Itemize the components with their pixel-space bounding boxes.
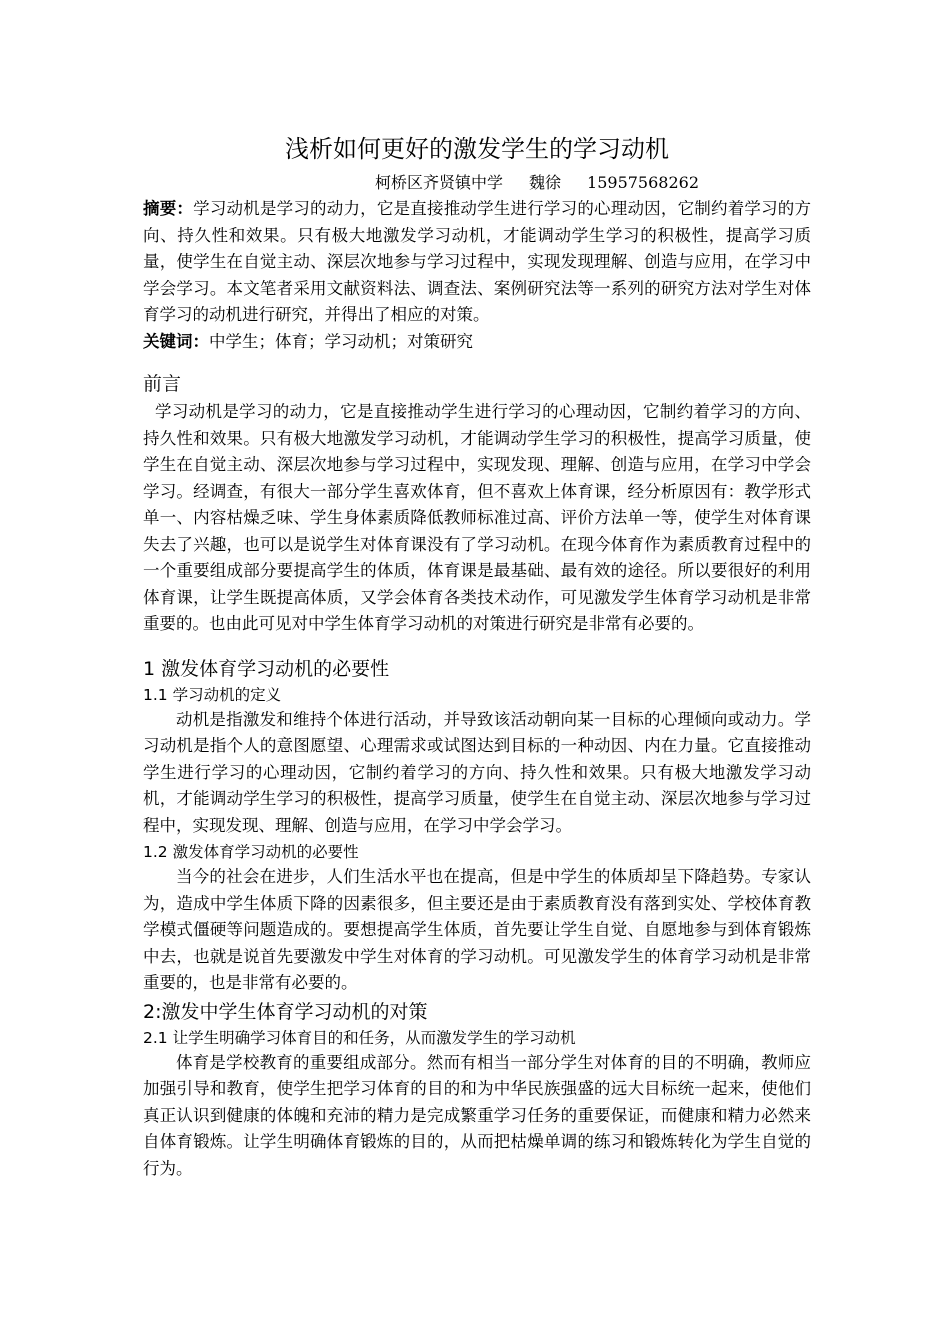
section1-2-text: 当今的社会在进步，人们生活水平也在提高，但是中学生的体质却呈下降趋势。专家认为，造成中学生体质下降的因素很多，但主要还是由于素质教育没有落到实处、学校体育教学模式僵硬等问题造成的。要想提高学生体质，首先要让学生自觉、自愿地参与到体育锻炼中去，也就是说首先要激发中学生对体育的学习动机。可见激发学生的体育学习动机是非常重要的，也是非常有必要的。 (143, 867, 811, 992)
preface-text: 学习动机是学习的动力，它是直接推动学生进行学习的心理动因，它制约着学习的方向、持久性和效果。只有极大地激发学习动机，才能调动学生学习的积极性，提高学习质量，使学生在自觉主动、深层次地参与学习过程中，实现发现、理解、创造与应用，在学习中学会学习。经调查，有很大一部分学生喜欢体育，但不喜欢上体育课，经分析原因有：教学形式单一、内容枯燥乏味、学生身体素质降低教师标准过高、评价方法单一等，使学生对体育课失去了兴趣，也可以是说学生对体育课没有了学习动机。在现今体育作为素质教育过程中的一个重要组成部分要提高学生的体质，体育课是最基础、最有效的途径。所以要很好的利用体育课，让学生既提高体质，又学会体育各类技术动作，可见激发学生体育学习动机是非常重要的。也由此可见对中学生体育学习动机的对策进行研究是非常有必要的。 (143, 402, 811, 633)
keywords-label: 关键词： (143, 331, 209, 351)
author-phone: 15957568262 (587, 173, 700, 192)
section1-heading: 1 激发体育学习动机的必要性 (143, 657, 390, 680)
abstract (143, 196, 811, 329)
keywords-text: 中学生；体育；学习动机；对策研究 (209, 331, 473, 351)
document-page (143, 130, 811, 1182)
section1-1-heading: 1.1 学习动机的定义 (143, 685, 282, 704)
keywords (143, 329, 811, 356)
document-title: 浅析如何更好的激发学生的学习动机 (285, 135, 669, 163)
author-school: 柯桥区齐贤镇中学 (375, 173, 504, 192)
section2-1-heading: 2.1 让学生明确学习体育目的和任务，从而激发学生的学习动机 (143, 1028, 576, 1047)
section2-heading: 2:激发中学生体育学习动机的对策 (143, 1000, 428, 1023)
abstract-text: 学习动机是学习的动力，它是直接推动学生进行学习的心理动因，它制约着学习的方向、持久性和效果。只有极大地激发学习动机，才能调动学生学习的积极性，提高学习质量，使学生在自觉主动、深层次地参与学习过程中，实现发现理解、创造与应用，在学习中学会学习。本文笔者采用文献资料法、调查法、案例研究法等一系列的研究方法对学生对体育学习的动机进行研究，并得出了相应的对策。 (143, 199, 812, 324)
preface-heading: 前言 (143, 373, 182, 395)
abstract-label: 摘要： (143, 199, 194, 218)
author-line (143, 170, 811, 196)
section1-1-text: 动机是指激发和维持个体进行活动，并导致该活动朝向某一目标的心理倾向或动力。学习动机是指个人的意图愿望、心理需求或试图达到目标的一种动因、内在力量。它直接推动学生进行学习的心理动因，它制约着学习的方向、持久性和效果。只有极大地激发学习动机，才能调动学生学习的积极性，提高学习质量，使学生在自觉主动、深层次地参与学习过程中，实现发现、理解、创造与应用，在学习中学会学习。 (143, 709, 811, 835)
section2-1-text: 体育是学校教育的重要组成部分。然而有相当一部分学生对体育的目的不明确，教师应加强引导和教育，使学生把学习体育的目的和为中华民族强盛的远大目标统一起来，使他们真正认识到健康的体魄和充沛的精力是完成繁重学习任务的重要保证，而健康和精力必然来自体育锻炼。让学生明确体育锻炼的目的，从而把枯燥单调的练习和锻炼转化为学生自觉的行为。 (143, 1052, 811, 1178)
section1-2-heading: 1.2 激发体育学习动机的必要性 (143, 843, 359, 861)
author-name: 魏徐 (529, 173, 562, 192)
